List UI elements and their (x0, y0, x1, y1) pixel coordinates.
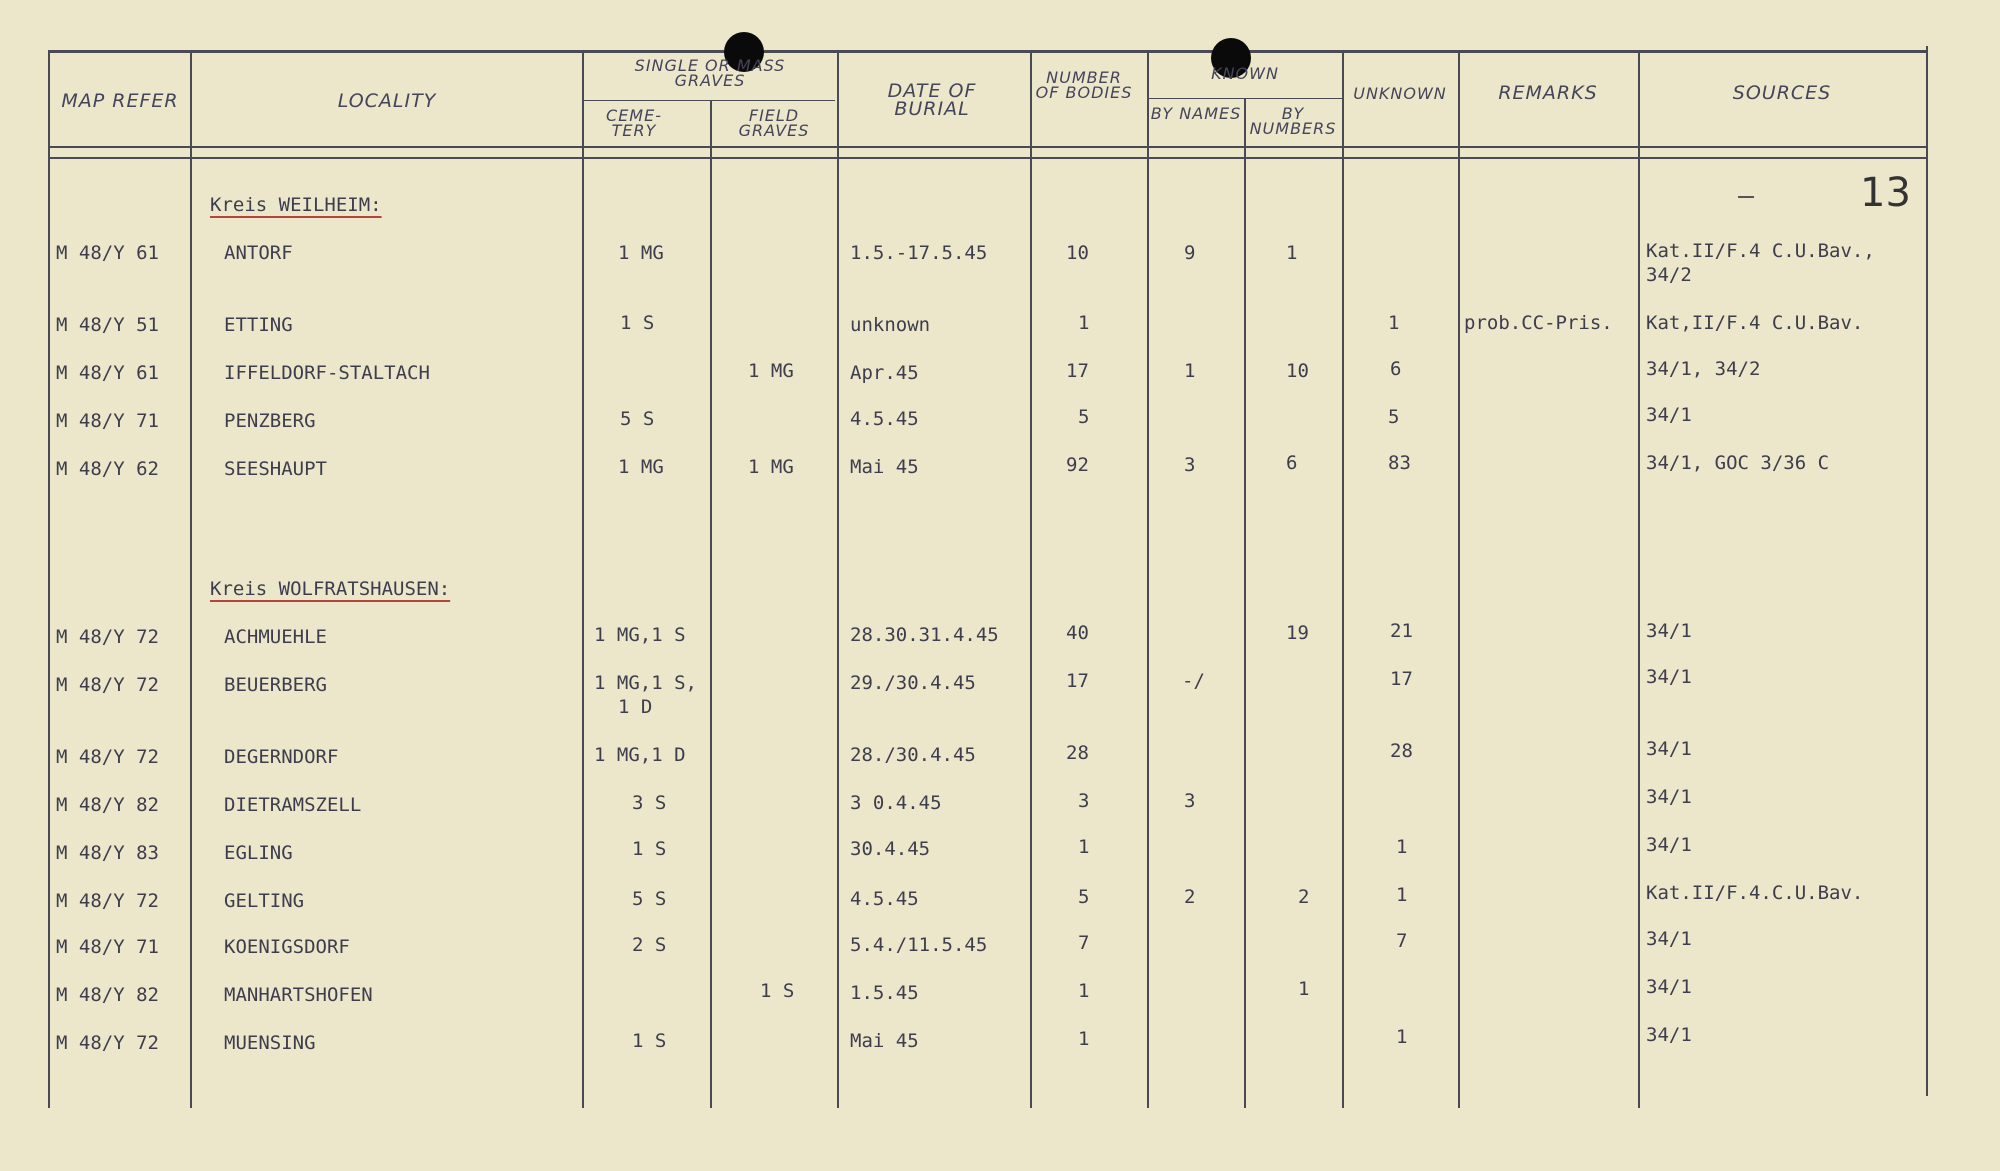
section-title: Kreis WEILHEIM: (210, 194, 382, 216)
unknown-cell: 21 (1390, 620, 1413, 642)
cemetery-cell: 3 S (632, 792, 667, 814)
cemetery-cell: 1 MG (618, 456, 664, 478)
col-line-3 (710, 100, 712, 1108)
number-cell: 10 (1066, 242, 1089, 264)
sources-cell: 34/1, GOC 3/36 C (1646, 452, 1830, 474)
sources-cell: 34/1 (1646, 620, 1692, 642)
by-numbers-cell: 6 (1286, 452, 1298, 474)
by-names-cell: 3 (1184, 790, 1196, 812)
cemetery-cell: 1 MG,1 S (594, 624, 686, 646)
locality-cell: DEGERNDORF (224, 746, 339, 768)
locality-cell: KOENIGSDORF (224, 936, 350, 958)
header-single-mass-graves: SINGLE OR MASS GRAVES (634, 56, 786, 90)
cemetery-cell: 1 S (620, 312, 655, 334)
date-cell: 4.5.45 (850, 888, 919, 910)
col-line-10 (1638, 50, 1640, 1108)
map-ref-cell: M 48/Y 51 (56, 314, 159, 336)
field-graves-cell: 1 MG (748, 360, 794, 382)
by-names-cell: 9 (1184, 242, 1196, 264)
pencil-mark (1738, 196, 1754, 198)
col-line-7 (1244, 98, 1246, 1108)
unknown-cell: 1 (1396, 836, 1408, 858)
locality-cell: ANTORF (224, 242, 293, 264)
single-graves-divider (583, 100, 835, 101)
cemetery-cell: 1 S (632, 1030, 667, 1052)
sources-cell: 34/1 (1646, 976, 1692, 998)
map-ref-cell: M 48/Y 61 (56, 242, 159, 264)
by-numbers-cell: 2 (1298, 886, 1310, 908)
sources-cell: 34/1 (1646, 738, 1692, 760)
map-ref-cell: M 48/Y 61 (56, 362, 159, 384)
number-cell: 1 (1078, 1028, 1090, 1050)
sources-cell: 34/1 (1646, 928, 1692, 950)
date-cell: 28.30.31.4.45 (850, 624, 999, 646)
sources-cell: 34/1 (1646, 404, 1692, 426)
locality-cell: IFFELDORF-STALTACH (224, 362, 430, 384)
col-line-11 (1926, 46, 1928, 1096)
section-title: Kreis WOLFRATSHAUSEN: (210, 578, 451, 600)
number-cell: 92 (1066, 454, 1089, 476)
remarks-cell: prob.CC-Pris. (1464, 312, 1613, 334)
header-date: DATE OF BURIAL (887, 80, 977, 120)
sources-cell: Kat,II/F.4 C.U.Bav. (1646, 312, 1864, 334)
by-numbers-cell: 19 (1286, 622, 1309, 644)
unknown-cell: 83 (1388, 452, 1411, 474)
cemetery-cell: 5 S (620, 408, 655, 430)
locality-cell: MUENSING (224, 1032, 316, 1054)
sources-cell: 34/1, 34/2 (1646, 358, 1761, 380)
locality-cell: BEUERBERG (224, 674, 327, 696)
header-by-names: BY NAMES (1150, 104, 1242, 123)
date-cell: Mai 45 (850, 1030, 919, 1052)
number-cell: 7 (1078, 932, 1090, 954)
header-field-graves: FIELD GRAVES (738, 106, 810, 140)
header-number: NUMBER OF BODIES (1035, 68, 1133, 102)
locality-cell: DIETRAMSZELL (224, 794, 362, 816)
sources-cell: 34/1 (1646, 786, 1692, 808)
col-line-2 (582, 50, 584, 1108)
header-by-numbers: BY NUMBERS (1249, 104, 1337, 138)
number-cell: 1 (1078, 312, 1090, 334)
sources-cell: Kat.II/F.4 C.U.Bav., (1646, 240, 1875, 262)
header-cemetery: CEME-TERY (606, 106, 662, 140)
by-names-cell: 1 (1184, 360, 1196, 382)
cemetery-cell: 5 S (632, 888, 667, 910)
map-ref-cell: M 48/Y 82 (56, 794, 159, 816)
map-ref-cell: M 48/Y 71 (56, 410, 159, 432)
unknown-cell: 1 (1388, 312, 1400, 334)
by-names-cell: -/ (1182, 670, 1205, 692)
map-ref-cell: M 48/Y 72 (56, 674, 159, 696)
field-graves-cell: 1 MG (748, 456, 794, 478)
page-number: 13 (1860, 170, 1911, 216)
map-ref-cell: M 48/Y 71 (56, 936, 159, 958)
header-bottom-border-2 (48, 157, 1928, 159)
date-cell: 5.4./11.5.45 (850, 934, 988, 956)
locality-cell: ETTING (224, 314, 293, 336)
date-cell: Apr.45 (850, 362, 919, 384)
sources-cell: 34/1 (1646, 1024, 1692, 1046)
field-graves-cell: 1 S (760, 980, 795, 1002)
by-numbers-cell: 10 (1286, 360, 1309, 382)
number-cell: 5 (1078, 406, 1090, 428)
cemetery-cell: 1 MG,1 D (594, 744, 686, 766)
header-locality: LOCALITY (337, 90, 437, 112)
map-ref-cell: M 48/Y 72 (56, 890, 159, 912)
header-sources: SOURCES (1732, 82, 1832, 104)
date-cell: unknown (850, 314, 931, 336)
map-ref-cell: M 48/Y 62 (56, 458, 159, 480)
date-cell: 29./30.4.45 (850, 672, 976, 694)
col-line-9 (1458, 50, 1460, 1108)
unknown-cell: 17 (1390, 668, 1413, 690)
date-cell: 3 0.4.45 (850, 792, 942, 814)
col-line-6 (1147, 50, 1149, 1108)
header-remarks: REMARKS (1498, 82, 1598, 104)
date-cell: 4.5.45 (850, 408, 919, 430)
unknown-cell: 7 (1396, 930, 1408, 952)
map-ref-cell: M 48/Y 83 (56, 842, 159, 864)
date-cell: Mai 45 (850, 456, 919, 478)
number-cell: 17 (1066, 670, 1089, 692)
col-line-8 (1342, 50, 1344, 1108)
number-cell: 40 (1066, 622, 1089, 644)
unknown-cell: 6 (1390, 358, 1402, 380)
date-cell: 30.4.45 (850, 838, 931, 860)
cemetery-cell: 1 MG,1 S, (594, 672, 697, 694)
cemetery-cell: 1 MG (618, 242, 664, 264)
date-cell: 28./30.4.45 (850, 744, 976, 766)
header-unknown: UNKNOWN (1353, 84, 1447, 103)
header-map-ref: MAP REFER (61, 90, 179, 112)
cemetery-cell: 2 S (632, 934, 667, 956)
locality-cell: ACHMUEHLE (224, 626, 327, 648)
map-ref-cell: M 48/Y 72 (56, 1032, 159, 1054)
locality-cell: EGLING (224, 842, 293, 864)
number-cell: 1 (1078, 836, 1090, 858)
top-border (48, 50, 1928, 53)
map-ref-cell: M 48/Y 82 (56, 984, 159, 1006)
unknown-cell: 1 (1396, 1026, 1408, 1048)
sources-cell-line2: 34/2 (1646, 264, 1692, 286)
locality-cell: SEESHAUPT (224, 458, 327, 480)
date-cell: 1.5.45 (850, 982, 919, 1004)
header-known: KNOWN (1211, 64, 1279, 83)
locality-cell: PENZBERG (224, 410, 316, 432)
unknown-cell: 28 (1390, 740, 1413, 762)
locality-cell: MANHARTSHOFEN (224, 984, 373, 1006)
map-ref-cell: M 48/Y 72 (56, 626, 159, 648)
number-cell: 28 (1066, 742, 1089, 764)
number-cell: 3 (1078, 790, 1090, 812)
sources-cell: 34/1 (1646, 834, 1692, 856)
sources-cell: Kat.II/F.4.C.U.Bav. (1646, 882, 1864, 904)
map-ref-cell: M 48/Y 72 (56, 746, 159, 768)
by-names-cell: 2 (1184, 886, 1196, 908)
number-cell: 17 (1066, 360, 1089, 382)
unknown-cell: 5 (1388, 406, 1400, 428)
sources-cell: 34/1 (1646, 666, 1692, 688)
col-line-1 (190, 50, 192, 1108)
by-names-cell: 3 (1184, 454, 1196, 476)
number-cell: 5 (1078, 886, 1090, 908)
cemetery-cell: 1 S (632, 838, 667, 860)
col-line-0 (48, 50, 50, 1108)
cemetery-cell-line2: 1 D (618, 696, 653, 718)
unknown-cell: 1 (1396, 884, 1408, 906)
by-numbers-cell: 1 (1286, 242, 1298, 264)
by-numbers-cell: 1 (1298, 978, 1310, 1000)
col-line-4 (837, 50, 839, 1108)
locality-cell: GELTING (224, 890, 305, 912)
number-cell: 1 (1078, 980, 1090, 1002)
date-cell: 1.5.-17.5.45 (850, 242, 988, 264)
col-line-5 (1030, 50, 1032, 1108)
header-bottom-border (48, 146, 1928, 148)
